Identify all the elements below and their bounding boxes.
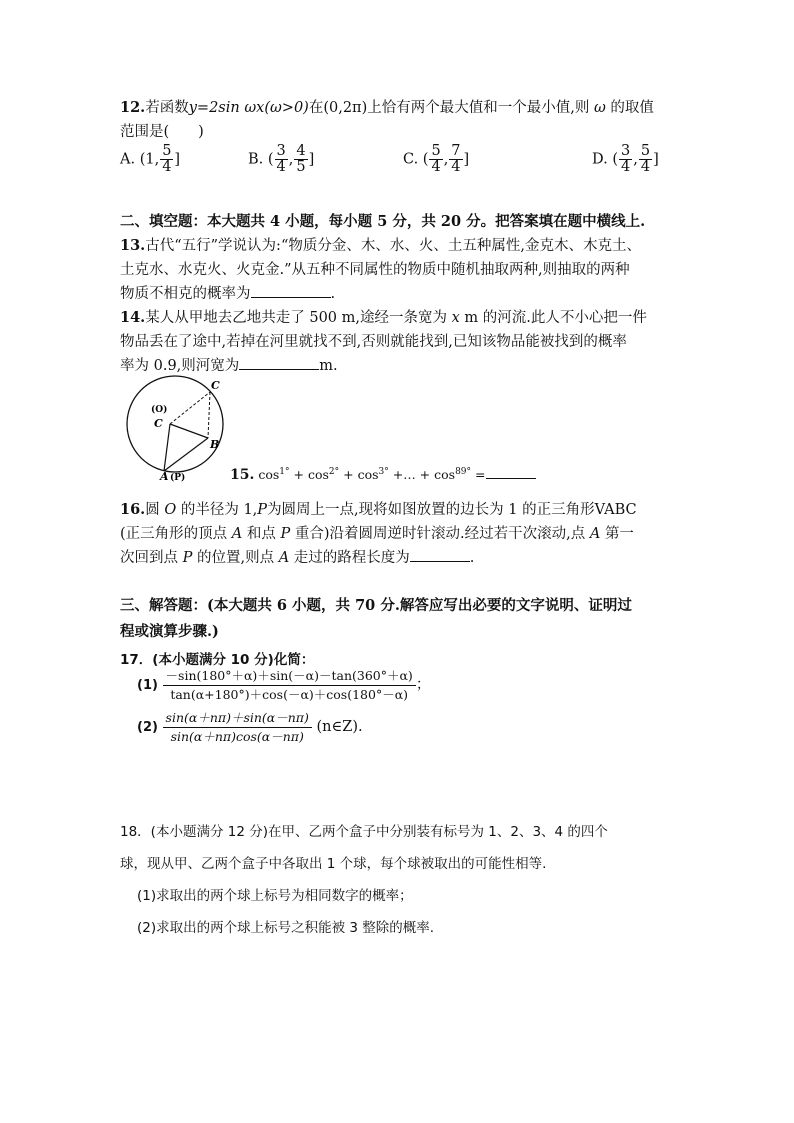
- triangle-side-ca: [164, 424, 170, 471]
- q15-line: 15. $\cos^{1^\circ} + \cos^{2^\circ} + \cos^{3^\circ}$ +… + $\cos^{89^\circ}$ =: [230, 467, 536, 483]
- q14-line3: 率为 0.9,则河宽为 m.: [120, 358, 338, 374]
- label-c-top: C: [211, 379, 220, 392]
- answer-blank[interactable]: [251, 297, 331, 298]
- section3-heading-line2: 程或演算步骤.): [120, 623, 219, 640]
- q14-line2: 物品丢在了途中,若掉在河里就找不到,否则就能找到,已知该物品能被找到的概率: [120, 334, 627, 350]
- fraction: $\frac{3}{4}$: [276, 143, 286, 176]
- q12-line2: 范围是( ): [120, 124, 204, 140]
- fraction: $\frac{5}{4}$: [162, 143, 172, 176]
- q12-option-b: B. ( $\frac{3}{4}$ , $\frac{4}{5}$ ]: [248, 143, 315, 176]
- fraction: $\frac{4}{5}$: [296, 143, 306, 176]
- circle-triangle-figure: [118, 374, 238, 484]
- answer-blank[interactable]: [239, 369, 319, 370]
- triangle-side-ab: [164, 438, 208, 471]
- q18-line2: 球，现从甲、乙两个盒子中各取出 1 个球，每个球被取出的可能性相等.: [120, 856, 547, 872]
- q13-line2: 土克水、水克火、火克金.”从五种不同属性的物质中随机抽取两种,则抽取的两种: [120, 262, 630, 278]
- label-p: (P): [170, 473, 186, 483]
- q18-part2: (2)求取出的两个球上标号之积能被 3 整除的概率.: [137, 920, 435, 936]
- q17-part1: (1) $\frac{-\sin(180^\circ+\alpha)+\sin(-\alpha)-\tan(360^\circ+\alpha)}{\tan(\alpha+180^\circ)+\cos(-\alpha)+\cos(180^\circ-\alpha)}$ ；: [137, 668, 431, 702]
- q18-line1: 18．(本小题满分 12 分)在甲、乙两个盒子中分别装有标号为 1、2、3、4 的四个: [120, 824, 608, 840]
- triangle-side-bc: [170, 424, 208, 438]
- label-c-mid: C: [154, 417, 163, 430]
- fraction: $\frac{5}{4}$: [640, 143, 651, 176]
- q17-part2: (2) $\frac{\sin(\alpha+n\pi)+\sin(\alpha-n\pi)}{\sin(\alpha+n\pi)\cos(\alpha-n\pi)}$ (n∈Z).: [137, 710, 363, 744]
- q12-number: 12.: [120, 99, 146, 116]
- q12-option-a: A. (1, $\frac{5}{4}$ ]: [120, 143, 181, 176]
- dashed-line-oc: [170, 392, 210, 424]
- label-a: A: [160, 470, 169, 483]
- q13-line1: 13.古代“五行”学说认为:“物质分金、木、水、火、土五种属性,金克木、木克土、: [120, 237, 641, 254]
- label-o: (O): [151, 405, 168, 415]
- q13-line3: 物质不相克的概率为 .: [120, 286, 336, 302]
- label-b: B: [210, 438, 220, 451]
- fraction: $\frac{3}{4}$: [620, 143, 631, 176]
- q18-part1: (1)求取出的两个球上标号为相同数字的概率；: [137, 888, 413, 904]
- section2-heading: 二、填空题：本大题共 4 小题，每小题 5 分，共 20 分。把答案填在题中横线上.: [120, 213, 646, 230]
- q14-line1: 14.某人从甲地去乙地共走了 500 m,途经一条宽为 x m 的河流.此人不小心把一件: [120, 309, 647, 326]
- q16-line1: 16.圆 O 的半径为 1,P为圆周上一点,现将如图放置的边长为 1 的正三角形VABC: [120, 501, 637, 518]
- answer-blank[interactable]: [410, 561, 470, 562]
- fraction: $\frac{5}{4}$: [431, 143, 441, 176]
- q12-option-d: D. ( $\frac{3}{4}$ , $\frac{5}{4}$ ]: [592, 143, 659, 176]
- q16-line3: 次回到点 P 的位置,则点 A 走过的路程长度为 .: [120, 550, 475, 566]
- dashed-line-cb: [208, 392, 210, 438]
- q17-part2-fraction: $\frac{\sin(\alpha+n\pi)+\sin(\alpha-n\pi)}{\sin(\alpha+n\pi)\cos(\alpha-n\pi)}$: [163, 710, 312, 744]
- section3-heading-line1: 三、解答题：(本大题共 6 小题，共 70 分.解答应写出必要的文字说明、证明过: [120, 597, 632, 614]
- q17-part1-fraction: $\frac{-\sin(180^\circ+\alpha)+\sin(-\alpha)-\tan(360^\circ+\alpha)}{\tan(\alpha+180^\circ)+\cos(-\alpha)+\cos(180^\circ-\alpha)}$: [163, 668, 416, 702]
- fraction: $\frac{7}{4}$: [451, 143, 461, 176]
- q12-line1: 12.若函数y=2sin ωx(ω>0)在(0,2π)上恰有两个最大值和一个最小值,则 ω 的取值: [120, 99, 654, 116]
- q17-header: 17．(本小题满分 10 分)化简：: [120, 652, 315, 668]
- q16-line2: (正三角形的顶点 A 和点 P 重合)沿着圆周逆时针滚动.经过若干次滚动,点 A 第一: [120, 526, 634, 542]
- q12-option-c: C. ( $\frac{5}{4}$ , $\frac{7}{4}$ ]: [403, 143, 470, 176]
- answer-blank[interactable]: [486, 478, 536, 479]
